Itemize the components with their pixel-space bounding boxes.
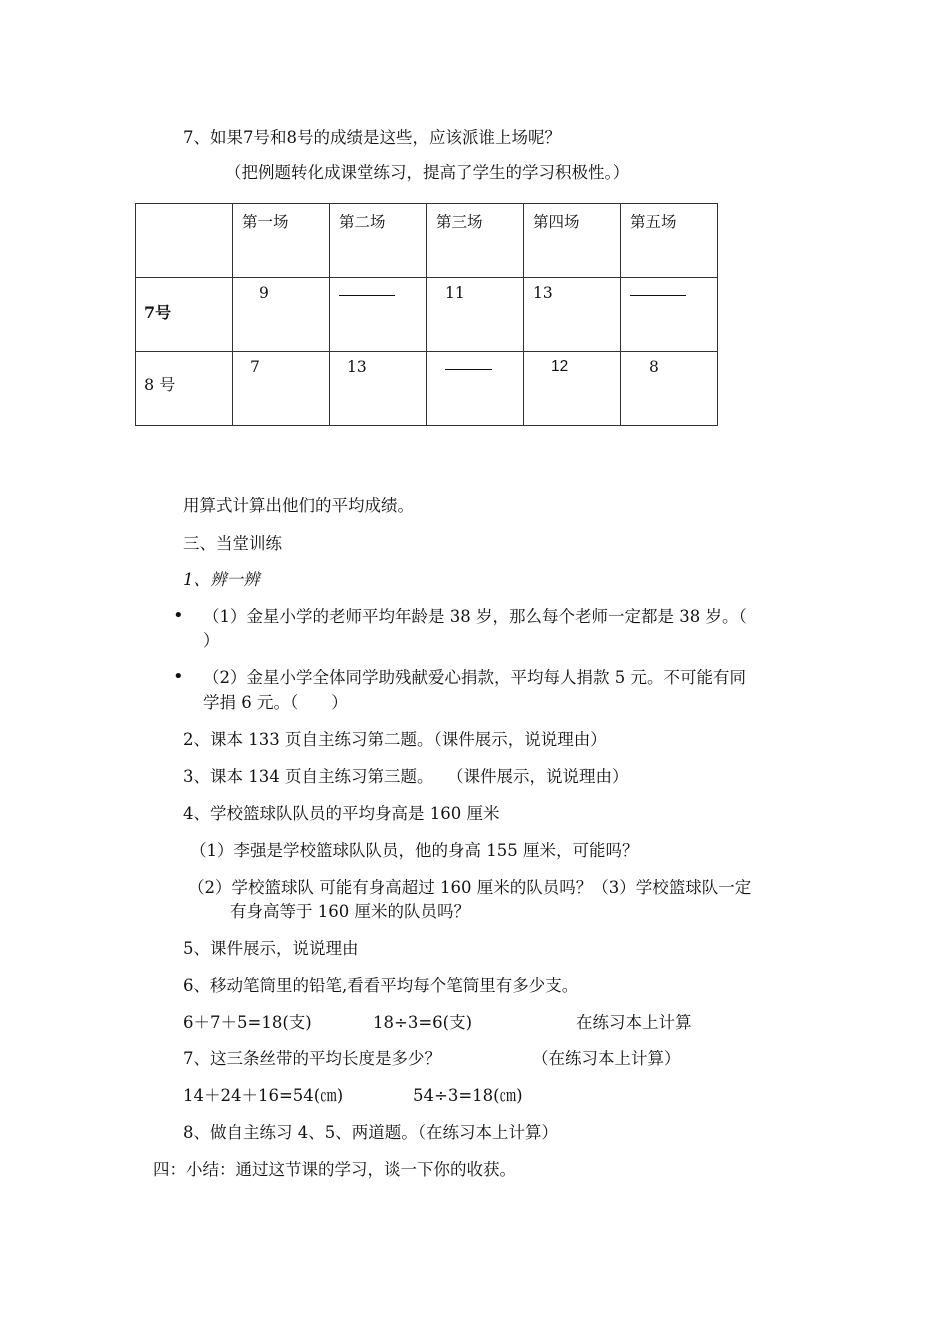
calc-prompt: 用算式计算出他们的平均成绩。 bbox=[183, 496, 414, 515]
section-3-heading: 三、当堂训练 bbox=[183, 534, 282, 553]
item-6-equation-1: 6＋7＋5=18(支) bbox=[183, 1013, 312, 1032]
scores-table bbox=[135, 203, 718, 426]
bullet-1-line-1: （1）金星小学的老师平均年龄是 38 岁，那么每个老师一定都是 38 岁。（ bbox=[203, 607, 747, 626]
row-label-cell: 8 号 bbox=[136, 352, 233, 426]
table-cell bbox=[621, 278, 718, 352]
question-7-title: 7、如果7号和8号的成绩是这些，应该派谁上场呢？ bbox=[183, 128, 561, 147]
table-row bbox=[136, 278, 718, 352]
table-cell: 12 bbox=[524, 352, 621, 426]
blank-line bbox=[445, 369, 492, 370]
blank-line bbox=[630, 295, 686, 296]
question-7-note: （把例题转化成课堂练习，提高了学生的学习积极性。） bbox=[225, 163, 630, 182]
item-4-1: （1）李强是学校篮球队队员，他的身高 155 厘米，可能吗？ bbox=[190, 841, 639, 860]
bullet-2-line-2: 学捐 6 元。（ ） bbox=[203, 693, 348, 712]
item-4-2-line-1: （2）学校篮球队 可能有身高超过 160 厘米的队员吗？（3）学校篮球队一定 bbox=[188, 878, 752, 897]
item-7-equation-1: 14＋24＋16=54(㎝) bbox=[183, 1086, 344, 1105]
item-4-2-line-2: 有身高等于 160 厘米的队员吗？ bbox=[230, 902, 470, 921]
blank-line bbox=[339, 295, 395, 296]
bullet-1-line-2: ） bbox=[203, 631, 220, 650]
table-cell bbox=[330, 278, 427, 352]
item-2: 2、课本 133 页自主练习第二题。（课件展示，说说理由） bbox=[183, 730, 607, 749]
table-cell: 8 bbox=[621, 352, 718, 426]
table-cell: 13 bbox=[524, 278, 621, 352]
item-4: 4、学校篮球队队员的平均身高是 160 厘米 bbox=[183, 804, 500, 823]
table-header-cell: 第二场 bbox=[330, 204, 427, 278]
item-1: 1、辨一辨 bbox=[183, 570, 260, 589]
table-header-cell: 第四场 bbox=[524, 204, 621, 278]
table-header-cell: 第一场 bbox=[233, 204, 330, 278]
table-cell: 11 bbox=[427, 278, 524, 352]
item-3: 3、课本 134 页自主练习第三题。 （课件展示，说说理由） bbox=[183, 767, 629, 786]
item-6: 6、移动笔筒里的铅笔,看看平均每个笔筒里有多少支。 bbox=[183, 976, 579, 995]
table-header-row bbox=[136, 204, 718, 278]
item-6-equation-2: 18÷3=6(支) bbox=[373, 1013, 473, 1032]
item-8: 8、做自主练习 4、5、两道题。（在练习本上计算） bbox=[183, 1123, 558, 1142]
item-6-note: 在练习本上计算 bbox=[576, 1013, 692, 1032]
item-7-equation-2: 54÷3=18(㎝) bbox=[413, 1086, 523, 1105]
table-cell bbox=[427, 352, 524, 426]
bullet-2-line-1: （2）金星小学全体同学助残献爱心捐款，平均每人捐款 5 元。不可能有同 bbox=[203, 668, 746, 687]
table-cell: 7 bbox=[233, 352, 330, 426]
table-cell: 9 bbox=[233, 278, 330, 352]
item-7-note: （在练习本上计算） bbox=[532, 1049, 681, 1068]
table-cell: 13 bbox=[330, 352, 427, 426]
bullet-icon: • bbox=[173, 605, 184, 626]
item-5: 5、课件展示，说说理由 bbox=[183, 939, 359, 958]
table-header-cell: 第三场 bbox=[427, 204, 524, 278]
item-7: 7、这三条丝带的平均长度是多少？ bbox=[183, 1049, 441, 1068]
bullet-icon: • bbox=[173, 666, 184, 687]
table-corner-cell bbox=[136, 204, 233, 278]
section-4-summary: 四：小结：通过这节课的学习，谈一下你的收获。 bbox=[153, 1160, 516, 1179]
table-header-cell: 第五场 bbox=[621, 204, 718, 278]
row-label-cell: 7号 bbox=[136, 278, 233, 352]
table-row bbox=[136, 352, 718, 426]
